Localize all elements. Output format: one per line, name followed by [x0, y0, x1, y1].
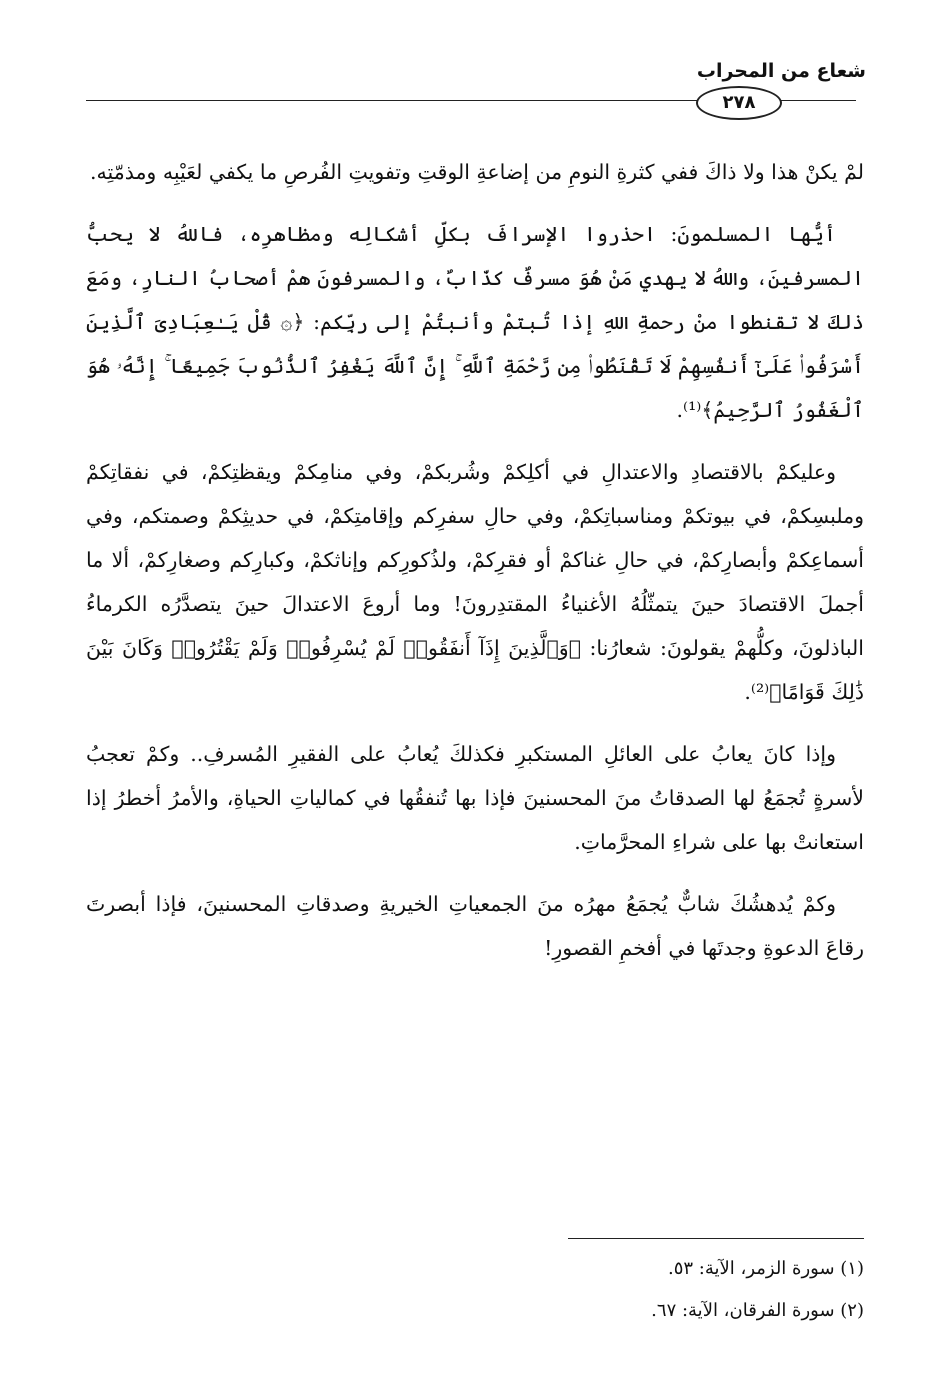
- footnote-1: (١) سورة الزمر، الآية: ٥٣.: [668, 1258, 864, 1279]
- page-number: ٢٧٨: [696, 86, 782, 120]
- paragraph-4: وإذا كانَ يعابُ على العائلِ المستكبرِ فكذلكَ يُعابُ على الفقيرِ المُسرفِ.. وكمْ تعجبُ لأسرةٍ تُجمَعُ لها الصدقاتُ منَ المحسنينَ فإذا بها تُنفقُها في كمالياتِ الحياةِ، والأمرُ أخطرُ إذا استعانتْ بها على شراءِ المحرَّماتِ.: [86, 742, 864, 854]
- paragraph-1: لمْ يكنْ هذا ولا ذاكَ ففي كثرةِ النومِ من إضاعةِ الوقتِ وتفويتِ الفُرصِ ما يكفي لعَيْبِه ومذمّتِه.: [90, 160, 864, 184]
- body-text: [86, 150, 864, 988]
- footnotes: [86, 1248, 864, 1332]
- footnote-2: (٢) سورة الفرقان، الآية: ٦٧.: [651, 1300, 864, 1321]
- paragraph-2: أيُّها المسلمونَ: احذروا الإسرافَ بكلِّ أشكالِه ومظاهرِه، فاللهُ لا يحبُّ المسرفينَ، واللهُ لا يهدي مَنْ هُوَ مسرفٌ كذّابٌ، والمسرفونَ همْ أصحابُ النارِ، ومَعَ ذلكَ لا تقنطوا منْ رحمةِ اللهِ إذا تُبتمْ وأنبتُمْ إلى ربِّكم: ﴿۞ قُلْ يَـٰعِبَادِىَ ٱلَّذِينَ أَسْرَفُوا۟ عَلَىٰٓ أَنفُسِهِمْ لَا تَقْنَطُوا۟ مِن رَّحْمَةِ ٱللَّهِ ۚ إِنَّ ٱللَّهَ يَغْفِرُ ٱلذُّنُوبَ جَمِيعًا ۚ إِنَّهُۥ هُوَ ٱلْغَفُورُ ٱلرَّحِيمُ﴾⁽¹⁾.: [86, 222, 864, 422]
- running-header-title: شعاع من المحراب: [696, 60, 866, 82]
- paragraph-3: وعليكمْ بالاقتصادِ والاعتدالِ في أكلِكمْ وشُربكمْ، وفي منامِكمْ ويقظتِكمْ، في نفقاتِكمْ وملبسِكمْ، في بيوتكمْ ومناسباتِكمْ، وفي حالِ سفرِكم وإقامتِكمْ، في حديثِكمْ وصمتكم، وفي أسماعِكمْ وأبصارِكمْ، في حالِ غناكمْ أو فقرِكمْ، ولذُكورِكم وإناثكمْ، وكبارِكم وصغارِكمْ، ألا ما أجملَ الاقتصادَ حينَ يتمثّلُهُ الأغنياءُ المقتدِرونَ! وما أروعَ الاعتدالَ حينَ يتصدَّرُه الكرماءُ الباذلونَ، وكلُّهمْ يقولونَ: شعارُنا: ﴿وَٱلَّذِينَ إِذَآ أَنفَقُوا۟ لَمْ يُسْرِفُوا۟ وَلَمْ يَقْتُرُوا۟ وَكَانَ بَيْنَ ذَٰلِكَ قَوَامًا﴾⁽²⁾.: [86, 460, 864, 704]
- paragraph-5: وكمْ يُدهشُكَ شابٌّ يُجمَعُ مهرُه منَ الجمعياتِ الخيريةِ وصدقاتِ المحسنينَ، فإذا أبصرتَ رقاعَ الدعوةِ وجدتَها في أفخمِ القصورِ!: [86, 892, 864, 960]
- footnote-rule: [568, 1238, 864, 1239]
